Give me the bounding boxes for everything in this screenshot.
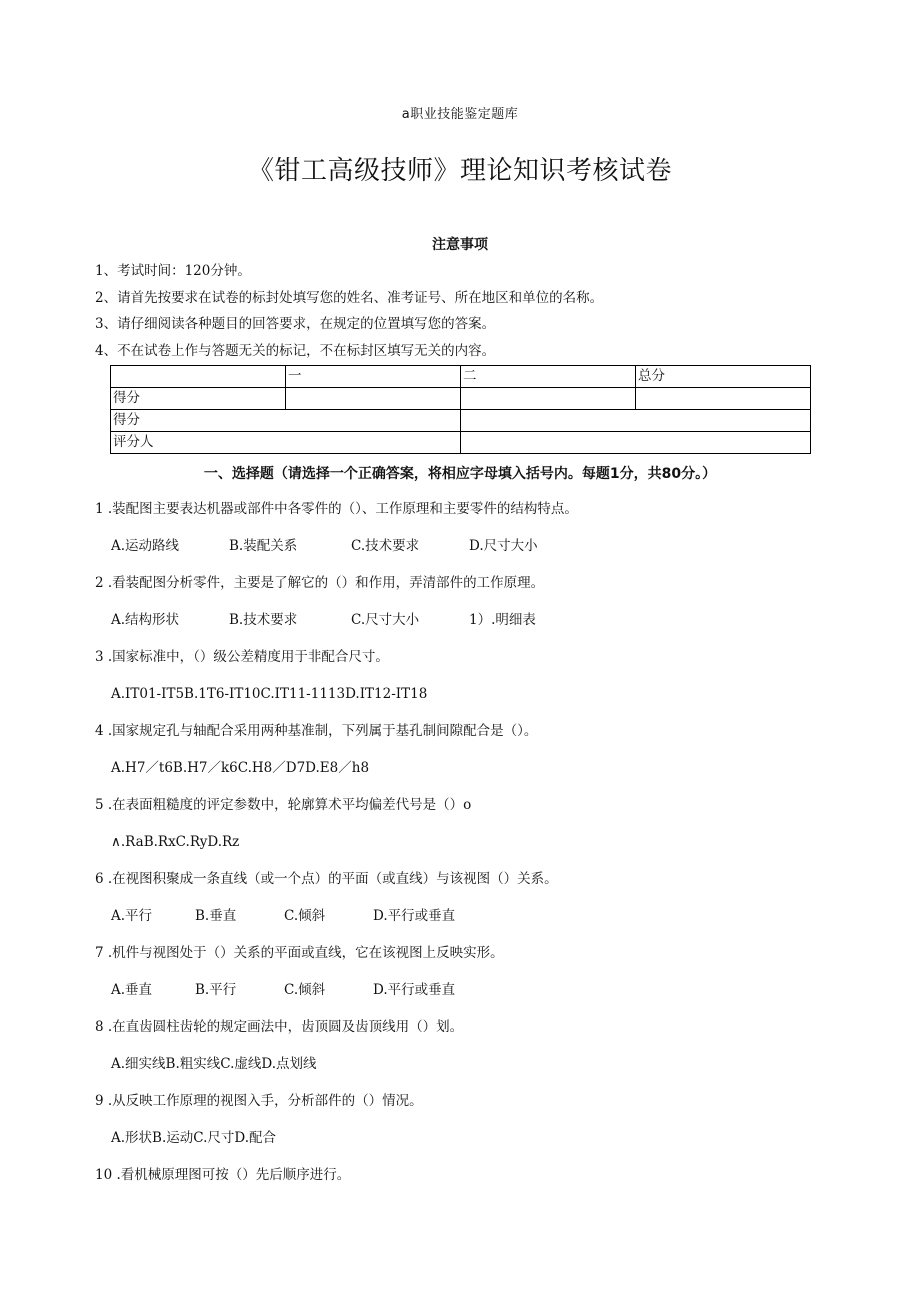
question-text: 5 .在表面粗糙度的评定参数中，轮廓算术平均偏差代号是（）o xyxy=(95,797,472,813)
option-row xyxy=(95,980,875,1017)
exam-title: 《钳工高级技师》理论知识考核试卷 xyxy=(247,156,672,186)
option-row xyxy=(95,906,875,943)
notice-item: 4、不在试卷上作与答题无关的标记，不在标封区填写无关的内容。 xyxy=(95,342,496,359)
score-cell[interactable] xyxy=(461,388,636,410)
question-text: 6 .在视图积聚成一条直线（或一个点）的平面（或直线）与该视图（）关系。 xyxy=(95,871,558,887)
notice-item: 3、请仔细阅读各种题目的回答要求，在规定的位置填写您的答案。 xyxy=(95,316,496,332)
option[interactable]: 1）.明细表 xyxy=(469,612,536,628)
option[interactable]: A.垂直 xyxy=(111,982,153,998)
question-text: 8 .在直齿圆柱齿轮的规定画法中，齿顶圆及齿顶线用（）划。 xyxy=(95,1019,464,1035)
score-row-label: 得分 xyxy=(111,388,286,410)
score-cell[interactable] xyxy=(286,388,461,410)
option[interactable]: A.细实线B.粗实线C.虚线D.点划线 xyxy=(111,1056,317,1072)
notice-list xyxy=(95,262,855,368)
question-text: 1 .装配图主要表达机器或部件中各零件的（）、工作原理和主要零件的结构特点。 xyxy=(95,501,578,517)
notice-item: 2、请首先按要求在试卷的标封处填写您的姓名、准考证号、所在地区和单位的名称。 xyxy=(95,289,604,306)
option[interactable]: A.运动路线 xyxy=(111,538,180,554)
option[interactable]: C.尺寸大小 xyxy=(351,612,420,628)
option[interactable]: B.平行 xyxy=(195,982,237,998)
option[interactable]: B.装配关系 xyxy=(229,538,298,554)
option[interactable]: B.技术要求 xyxy=(229,612,298,628)
score-cell[interactable] xyxy=(636,388,811,410)
option-row xyxy=(95,536,875,573)
question-text: 3 .国家标准中，（）级公差精度用于非配合尺寸。 xyxy=(95,649,389,665)
option-row xyxy=(95,758,875,795)
option-row xyxy=(95,610,875,647)
score-row xyxy=(111,410,811,432)
question-text: 2 .看装配图分析零件，主要是了解它的（）和作用，弄清部件的工作原理。 xyxy=(95,575,545,591)
option[interactable]: B.垂直 xyxy=(195,908,237,924)
question-text: 4 .国家规定孔与轴配合采用两种基准制，下列属于基孔制间隙配合是（）。 xyxy=(95,723,538,739)
option[interactable]: C.倾斜 xyxy=(284,982,326,998)
option[interactable]: D.尺寸大小 xyxy=(469,538,538,554)
option[interactable]: ∧.RaB.RxC.RyD.Rz xyxy=(111,834,240,850)
grader-label: 评分人 xyxy=(111,432,461,454)
option[interactable]: D.平行或垂直 xyxy=(373,908,456,924)
question-text: 7 .机件与视图处于（）关系的平面或直线，它在该视图上反映实形。 xyxy=(95,945,504,961)
score-col-part-two: 二 xyxy=(461,366,636,388)
question-bank-label: a职业技能鉴定题库 xyxy=(401,107,519,122)
question-text: 9 .从反映工作原理的视图入手，分析部件的（）情况。 xyxy=(95,1093,423,1109)
question-list xyxy=(95,499,875,1202)
option[interactable]: A.H7／t6B.H7／k6C.H8／D7D.E8／h8 xyxy=(111,760,370,776)
option[interactable]: A.结构形状 xyxy=(111,612,180,628)
option[interactable]: D.平行或垂直 xyxy=(373,982,456,998)
score-row xyxy=(111,388,811,410)
score-table xyxy=(110,365,811,454)
score-table-corner xyxy=(111,366,286,388)
grader-row xyxy=(111,432,811,454)
option-row xyxy=(95,1054,875,1091)
score-col-part-one: 一 xyxy=(286,366,461,388)
option-row xyxy=(95,684,875,721)
option[interactable]: C.倾斜 xyxy=(284,908,326,924)
grader-cell[interactable] xyxy=(461,432,811,454)
option-row xyxy=(95,832,875,869)
option-row xyxy=(95,1128,875,1165)
score-cell[interactable] xyxy=(461,410,811,432)
option[interactable]: A.平行 xyxy=(111,908,153,924)
option[interactable]: A.IT01-IT5B.1T6-IT10C.IT11-1113D.IT12-IT18 xyxy=(111,686,428,702)
question-text: 10 .看机械原理图可按（）先后顺序进行。 xyxy=(95,1167,351,1183)
score-col-total: 总分 xyxy=(636,366,811,388)
section-heading: 一、选择题（请选择一个正确答案，将相应字母填入括号内。每题1分，共80分。） xyxy=(203,466,717,482)
notice-item: 1、考试时间：120分钟。 xyxy=(95,263,251,279)
score-table-header-row xyxy=(111,366,811,388)
option[interactable]: A.形状B.运动C.尺寸D.配合 xyxy=(111,1130,277,1146)
notice-heading: 注意事项 xyxy=(432,237,488,253)
score-row-label: 得分 xyxy=(111,410,461,432)
option[interactable]: C.技术要求 xyxy=(351,538,420,554)
